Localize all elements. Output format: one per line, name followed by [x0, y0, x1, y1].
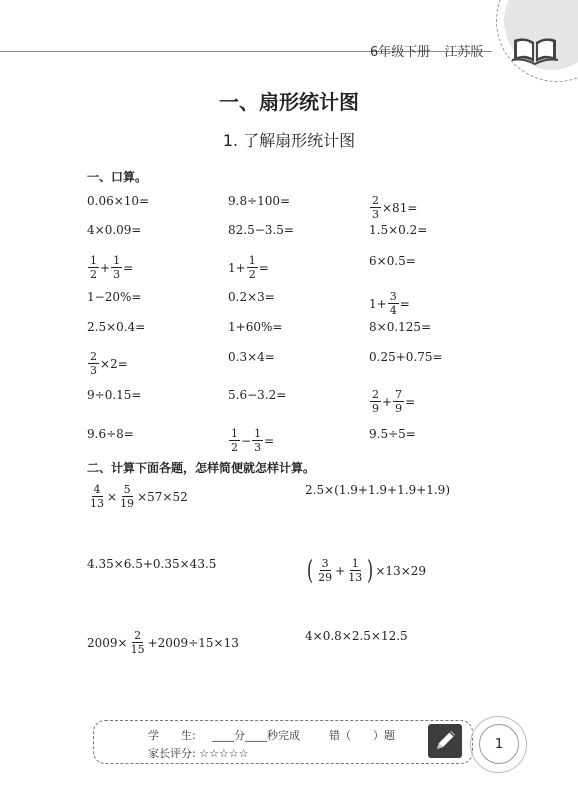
footer-errors-field[interactable]: 错（ ）题 — [329, 729, 395, 742]
fraction — [316, 557, 334, 584]
fraction-numerator: 3 — [321, 557, 329, 570]
expression-text: 9÷0.15= — [87, 388, 142, 402]
calculation-problem — [87, 483, 188, 510]
fraction-numerator: 2 — [134, 629, 142, 642]
expression-text: 9.8÷100= — [228, 194, 291, 208]
expression-text: 2.5×0.4= — [87, 320, 146, 334]
fraction-numerator: 1 — [90, 254, 97, 267]
fraction-numerator: 1 — [254, 427, 262, 440]
expression-text: 1+ — [369, 296, 387, 311]
fraction-denominator: 15 — [130, 643, 145, 656]
section2-heading: 二、计算下面各题，怎样简便就怎样计算。 — [87, 461, 316, 475]
expression-text: 0.2×3= — [228, 290, 275, 304]
oral-problem — [369, 350, 443, 364]
fraction — [388, 290, 399, 317]
expression-text: 4×0.8×2.5×12.5 — [305, 629, 408, 643]
expression-text: + — [382, 394, 393, 409]
fraction-denominator: 2 — [90, 268, 97, 281]
expression-text: − — [241, 433, 252, 448]
header-text — [370, 41, 493, 60]
expression-text: = — [264, 433, 275, 448]
oral-problem — [87, 350, 128, 377]
expression-text: 1.5×0.2= — [369, 223, 428, 237]
oral-problem — [228, 290, 275, 304]
fraction-denominator: 13 — [348, 571, 363, 584]
expression-text: 0.25+0.75= — [369, 350, 443, 364]
large-parenthesis: ( — [307, 555, 314, 586]
fraction-numerator: 5 — [123, 483, 131, 496]
expression-text: = — [258, 260, 269, 275]
expression-text: = — [399, 296, 410, 311]
oral-problem — [369, 290, 410, 317]
expression-text: 4.35×6.5+0.35×43.5 — [87, 557, 217, 571]
expression-text: 8×0.125= — [369, 320, 432, 334]
oral-problem — [369, 194, 417, 221]
footer-parent-rating[interactable]: 家长评分: ☆☆☆☆☆ — [148, 747, 249, 760]
expression-text: 2.5×(1.9+1.9+1.9+1.9) — [305, 483, 451, 497]
fraction-denominator: 2 — [248, 268, 256, 281]
expression-text: + — [335, 563, 346, 578]
oral-problem — [228, 254, 269, 281]
fraction-numerator: 4 — [93, 483, 101, 496]
oral-problem — [369, 427, 416, 441]
calculation-problem — [305, 629, 408, 643]
oral-problem — [87, 320, 145, 334]
expression-text: 1−20%= — [87, 290, 142, 304]
expression-text: ×81= — [382, 200, 418, 215]
fraction — [88, 483, 106, 510]
fraction-numerator: 3 — [389, 290, 397, 303]
fraction — [88, 350, 99, 377]
expression-text: 1+ — [228, 260, 246, 275]
oral-problem — [369, 223, 427, 237]
unit-title: 一、扇形统计图 — [219, 90, 359, 114]
oral-problem — [87, 223, 141, 237]
calculation-problem — [305, 557, 426, 584]
oral-problem — [228, 320, 282, 334]
book-icon — [510, 30, 560, 66]
footer-student-label: 学 生: — [148, 729, 196, 742]
fraction — [129, 629, 147, 656]
oral-problem — [369, 320, 431, 334]
section1-heading: 一、口算。 — [87, 170, 148, 184]
header-grade: 6年级下册 — [370, 45, 431, 60]
fraction-denominator: 19 — [120, 497, 135, 510]
fraction-numerator: 1 — [231, 427, 238, 440]
expression-text: 0.06×10= — [87, 194, 150, 208]
page-number: 1 — [479, 724, 519, 764]
fraction-numerator: 1 — [248, 254, 256, 267]
fraction — [370, 388, 381, 415]
oral-problem — [87, 194, 149, 208]
expression-text: ×13×29 — [375, 563, 427, 578]
fraction-denominator: 3 — [90, 364, 97, 377]
expression-text: 6×0.5= — [369, 254, 416, 268]
oral-problem — [369, 388, 415, 415]
fraction — [247, 254, 258, 281]
expression-text: +2009÷15×13 — [147, 635, 239, 650]
fraction — [346, 557, 364, 584]
expression-text: = — [405, 394, 416, 409]
fraction-denominator: 2 — [231, 441, 238, 454]
fraction — [88, 254, 99, 281]
fraction-numerator: 1 — [113, 254, 121, 267]
expression-text: 82.5−3.5= — [228, 223, 294, 237]
oral-problem — [87, 427, 134, 441]
fraction-numerator: 2 — [372, 194, 379, 207]
fraction-denominator: 29 — [318, 571, 333, 584]
expression-text: × — [107, 489, 118, 504]
expression-text: 0.3×4= — [228, 350, 275, 364]
fraction — [118, 483, 136, 510]
expression-text: 9.5÷5= — [369, 427, 416, 441]
fraction-denominator: 13 — [90, 497, 104, 510]
large-parenthesis: ) — [367, 555, 374, 586]
oral-problem — [228, 388, 286, 402]
oral-problem — [228, 223, 294, 237]
fraction-numerator: 2 — [372, 388, 379, 401]
fraction — [229, 427, 240, 454]
expression-text: = — [123, 260, 134, 275]
expression-text: 4×0.09= — [87, 223, 142, 237]
fraction-numerator: 7 — [395, 388, 403, 401]
header-edition: 江苏版 — [444, 45, 484, 60]
calculation-problem — [87, 629, 239, 656]
fraction-numerator: 2 — [90, 350, 97, 363]
oral-problem — [369, 254, 416, 268]
fraction — [252, 427, 263, 454]
fraction — [370, 194, 381, 221]
fraction-numerator: 1 — [351, 557, 359, 570]
oral-problem — [228, 427, 274, 454]
expression-text: 9.6÷8= — [87, 427, 134, 441]
expression-text: + — [100, 260, 111, 275]
fraction-denominator: 4 — [389, 304, 397, 317]
oral-problem — [87, 254, 133, 281]
fraction-denominator: 3 — [372, 208, 379, 221]
footer-time-field[interactable]: ____分____秒完成 — [212, 729, 300, 742]
expression-text: 1+60%= — [228, 320, 283, 334]
calculation-problem — [87, 557, 216, 571]
expression-text: ×2= — [100, 356, 128, 371]
fraction-denominator: 9 — [395, 402, 403, 415]
oral-problem — [87, 290, 141, 304]
fraction — [111, 254, 122, 281]
fraction — [393, 388, 404, 415]
calculation-problem — [305, 483, 450, 497]
pencil-icon — [428, 724, 462, 758]
fraction-denominator: 3 — [113, 268, 121, 281]
oral-problem — [87, 388, 141, 402]
expression-text: ×57×52 — [137, 489, 188, 504]
fraction-denominator: 3 — [254, 441, 262, 454]
oral-problem — [228, 194, 290, 208]
oral-problem — [228, 350, 275, 364]
fraction-denominator: 9 — [372, 402, 379, 415]
lesson-title: 1. 了解扇形统计图 — [222, 131, 356, 150]
expression-text: 5.6−3.2= — [228, 388, 287, 402]
expression-text: 2009× — [87, 635, 128, 650]
